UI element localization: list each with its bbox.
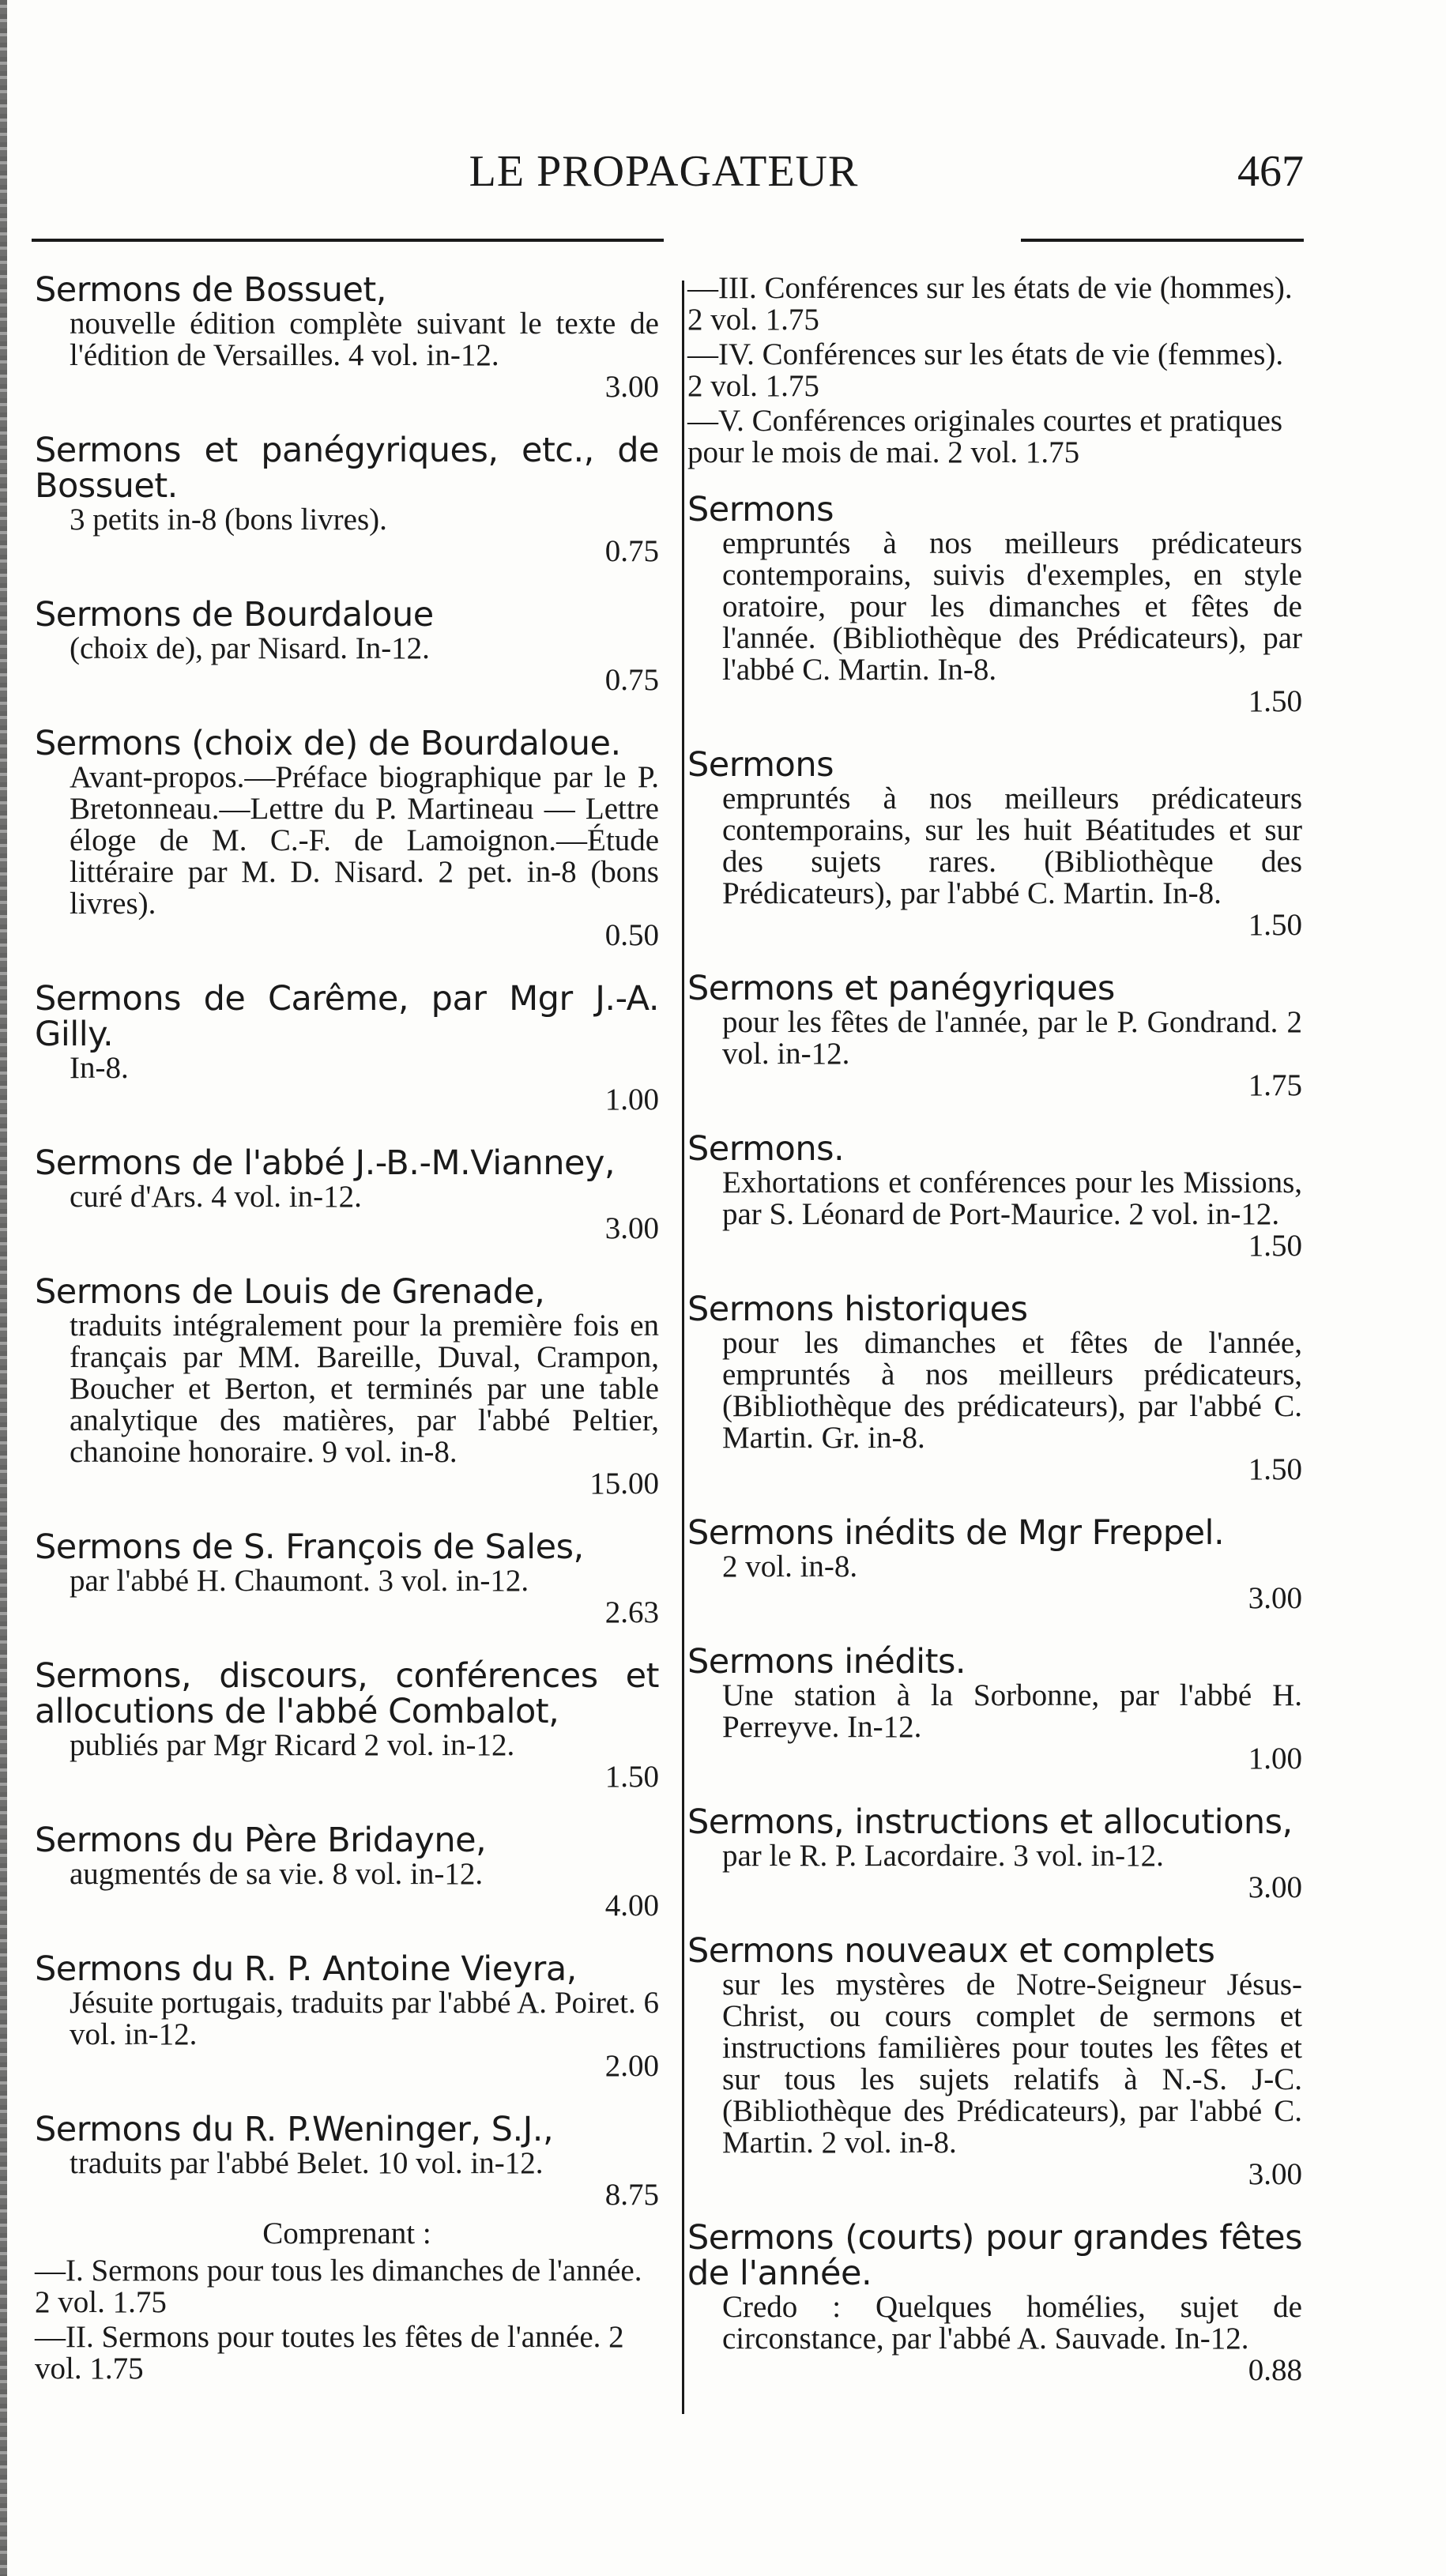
entry-price: 0.88 bbox=[1248, 2353, 1302, 2387]
entry-title: Sermons de Louis de Grenade, bbox=[35, 1272, 545, 1312]
catalog-entry bbox=[687, 1644, 1302, 1775]
volume-item bbox=[687, 405, 1302, 469]
entry-title: Sermons de Carême, par Mgr J.-A. Gilly. bbox=[35, 979, 659, 1054]
entry-price: 3.00 bbox=[1248, 1870, 1302, 1904]
entry-price: 1.50 bbox=[604, 1760, 659, 1794]
entry-title: Sermons de l'abbé J.-B.-M.Vianney, bbox=[35, 1143, 616, 1183]
entry-description: par l'abbé H. Chaumont. 3 vol. in-12. bbox=[70, 1564, 529, 1598]
catalog-entry bbox=[687, 2220, 1302, 2386]
entry-description: curé d'Ars. 4 vol. in-12. bbox=[70, 1180, 362, 1214]
entry-description: pour les fêtes de l'année, par le P. Gondrand. 2 vol. in-12. bbox=[722, 1005, 1302, 1071]
entry-description: sur les mystères de Notre-Seigneur Jésus-Christ, ou cours complet de sermons et instructions familières pour toutes les fêtes et sur tous les sujets relatifs à N.-S. J-C. (Bibliothèque des Prédicateurs), par l'abbé C. Martin. 2 vol. in-8. bbox=[722, 1968, 1302, 2160]
entry-description: In-8. bbox=[70, 1051, 129, 1085]
entry-price: 15.00 bbox=[589, 1467, 659, 1501]
entry-description: (choix de), par Nisard. In-12. bbox=[70, 631, 430, 665]
header-rule bbox=[1021, 239, 1304, 242]
entry-price: 1.75 bbox=[765, 303, 819, 337]
entry-title: Sermons. bbox=[687, 1129, 845, 1169]
entry-title: Sermons du R. P.Weninger, S.J., bbox=[35, 2110, 554, 2149]
entry-title: Sermons du R. P. Antoine Vieyra, bbox=[35, 1949, 577, 1989]
volume-description: —IV. Conférences sur les états de vie (femmes). 2 vol. bbox=[687, 337, 1284, 403]
volume-description: —III. Conférences sur les états de vie (hommes). 2 vol. bbox=[687, 271, 1293, 337]
entry-price: 0.75 bbox=[604, 534, 659, 568]
entry-title: Sermons (courts) pour grandes fêtes de l'année. bbox=[687, 2218, 1302, 2293]
entry-title: Sermons inédits. bbox=[687, 1642, 966, 1682]
running-title: LE PROPAGATEUR bbox=[469, 147, 859, 196]
entry-description: par le R. P. Lacordaire. 3 vol. in-12. bbox=[722, 1839, 1164, 1873]
entry-title: Sermons bbox=[687, 490, 834, 529]
entry-description: augmentés de sa vie. 8 vol. in-12. bbox=[70, 1857, 484, 1891]
entry-title: Sermons inédits de Mgr Freppel. bbox=[687, 1513, 1225, 1553]
entry-price: 3.00 bbox=[1248, 1581, 1302, 1615]
entry-title: Sermons et panégyriques, etc., de Bossuet. bbox=[35, 431, 659, 506]
entry-title: Sermons, instructions et allocutions, bbox=[687, 1802, 1293, 1842]
entry-description: Avant-propos.—Préface biographique par le P. Bretonneau.—Lettre du P. Martineau — Lettre éloge de M. C.-F. de Lamoignon.—Étude littéraire par M. D. Nisard. 2 pet. in-8 (bons livres). bbox=[70, 760, 659, 921]
page-number: 467 bbox=[1237, 147, 1304, 196]
entry-description: empruntés à nos meilleurs prédicateurs contemporains, suivis d'exemples, en style oratoire, pour les dimanches et fêtes de l'année. (Bibliothèque des Prédicateurs), par l'abbé C. Martin. In-8. bbox=[722, 526, 1302, 687]
entry-description: Exhortations et conférences pour les Missions, par S. Léonard de Port-Maurice. 2 vol. in-12. bbox=[722, 1166, 1302, 1231]
column-divider bbox=[682, 281, 684, 2414]
entry-title: Sermons du Père Bridayne, bbox=[35, 1821, 487, 1860]
catalog-entry bbox=[687, 492, 1302, 717]
entry-price: 0.75 bbox=[604, 663, 659, 697]
entry-description: pour les dimanches et fêtes de l'année, empruntés à nos meilleurs prédicateurs, (Bibliothèque des prédicateurs), par l'abbé C. Martin. Gr. in-8. bbox=[722, 1326, 1302, 1455]
entry-price: 1.50 bbox=[1248, 908, 1302, 942]
catalog-entry bbox=[35, 1527, 659, 1629]
volume-item bbox=[687, 273, 1302, 336]
entry-title: Sermons de Bourdaloue bbox=[35, 595, 434, 635]
entry-price: 1.00 bbox=[1248, 1742, 1302, 1776]
entry-price: 1.50 bbox=[1248, 1229, 1302, 1263]
catalog-entry bbox=[35, 433, 659, 567]
entry-description: 3 petits in-8 (bons livres). bbox=[70, 503, 387, 537]
entry-price: 1.50 bbox=[1248, 1452, 1302, 1486]
catalog-entry bbox=[687, 971, 1302, 1102]
entry-price: 1.75 bbox=[1248, 1068, 1302, 1102]
volume-description: —II. Sermons pour toutes les fêtes de l'année. 2 vol. bbox=[35, 2320, 624, 2386]
entry-description: publiés par Mgr Ricard 2 vol. in-12. bbox=[70, 1728, 515, 1762]
entry-title: Sermons de S. François de Sales, bbox=[35, 1527, 584, 1567]
catalog-entry bbox=[687, 1931, 1302, 2191]
catalog-entry bbox=[35, 981, 659, 1116]
entry-description: Credo : Quelques homélies, sujet de circonstance, par l'abbé A. Sauvade. In-12. bbox=[722, 2290, 1302, 2356]
header-rule bbox=[32, 239, 664, 242]
entry-price: 1.75 bbox=[765, 369, 819, 403]
catalog-entry bbox=[35, 1949, 659, 2083]
entry-price: 4.00 bbox=[604, 1889, 659, 1923]
catalog-entry bbox=[35, 1823, 659, 1922]
entry-price: 2.63 bbox=[604, 1595, 659, 1629]
catalog-entry bbox=[35, 726, 659, 951]
catalog-entry bbox=[35, 597, 659, 696]
entry-price: 1.75 bbox=[112, 2285, 167, 2319]
entry-description: nouvelle édition complète suivant le texte de l'édition de Versailles. 4 vol. in-12. bbox=[70, 307, 659, 372]
entry-description: traduits intégralement pour la première fois en français par MM. Bareille, Duval, Crampon, Boucher et Berton, et terminés par une table analytique des matières, par l'abbé Peltier, chanoine honoraire. 9 vol. in-8. bbox=[70, 1309, 659, 1469]
catalog-entry bbox=[35, 1143, 659, 1245]
catalog-entry bbox=[35, 1272, 659, 1501]
entry-price: 3.00 bbox=[1248, 2157, 1302, 2191]
catalog-entry bbox=[35, 1656, 659, 1794]
entry-title: Sermons de Bossuet, bbox=[35, 270, 386, 310]
entry-title: Sermons et panégyriques bbox=[687, 969, 1115, 1008]
entry-title: Sermons, discours, conférences et allocutions de l'abbé Combalot, bbox=[35, 1656, 659, 1731]
catalog-entry bbox=[687, 1513, 1302, 1615]
volume-item bbox=[687, 339, 1302, 402]
entry-title: Sermons nouveaux et complets bbox=[687, 1931, 1215, 1971]
catalog-entry bbox=[687, 1129, 1302, 1263]
entry-price: 3.00 bbox=[604, 1211, 659, 1245]
volume-item bbox=[35, 2255, 659, 2318]
entry-subheading: Comprenant : bbox=[262, 2216, 431, 2250]
catalog-entry bbox=[35, 270, 659, 404]
volume-description: —V. Conférences originales courtes et pratiques pour le mois de mai. 2 vol. bbox=[687, 404, 1283, 469]
entry-price: 0.50 bbox=[604, 918, 659, 952]
catalog-entry bbox=[35, 2112, 659, 2211]
volume-item bbox=[35, 2322, 659, 2385]
catalog-entry bbox=[687, 1292, 1302, 1486]
entry-price: 1.00 bbox=[604, 1083, 659, 1117]
entry-price: 2.00 bbox=[604, 2049, 659, 2083]
left-column bbox=[35, 270, 659, 2388]
entry-description: Une station à la Sorbonne, par l'abbé H. Perreyve. In-12. bbox=[722, 1678, 1302, 1744]
entry-price: 8.75 bbox=[604, 2178, 659, 2212]
entry-price: 1.75 bbox=[89, 2352, 144, 2386]
volume-description: —I. Sermons pour tous les dimanches de l'année. 2 vol. bbox=[35, 2254, 642, 2319]
entry-price: 1.50 bbox=[1248, 684, 1302, 718]
right-column bbox=[687, 273, 1302, 2416]
entry-title: Sermons (choix de) de Bourdaloue. bbox=[35, 724, 621, 763]
entry-title: Sermons historiques bbox=[687, 1290, 1028, 1329]
entry-title: Sermons bbox=[687, 745, 834, 785]
catalog-entry bbox=[687, 745, 1302, 942]
entry-description: traduits par l'abbé Belet. 10 vol. in-12. bbox=[70, 2146, 544, 2180]
scanned-page-edge bbox=[0, 0, 7, 2576]
entry-description: 2 vol. in-8. bbox=[722, 1550, 858, 1584]
catalog-entry bbox=[687, 1802, 1302, 1904]
entry-description: Jésuite portugais, traduits par l'abbé A. Poiret. 6 vol. in-12. bbox=[70, 1986, 659, 2051]
entry-price: 3.00 bbox=[604, 370, 659, 404]
entry-description: empruntés à nos meilleurs prédicateurs contemporains, sur les huit Béatitudes et sur des sujets rares. (Bibliothèque des Prédicateurs), par l'abbé C. Martin. In-8. bbox=[722, 781, 1302, 910]
entry-price: 1.75 bbox=[1025, 435, 1080, 469]
